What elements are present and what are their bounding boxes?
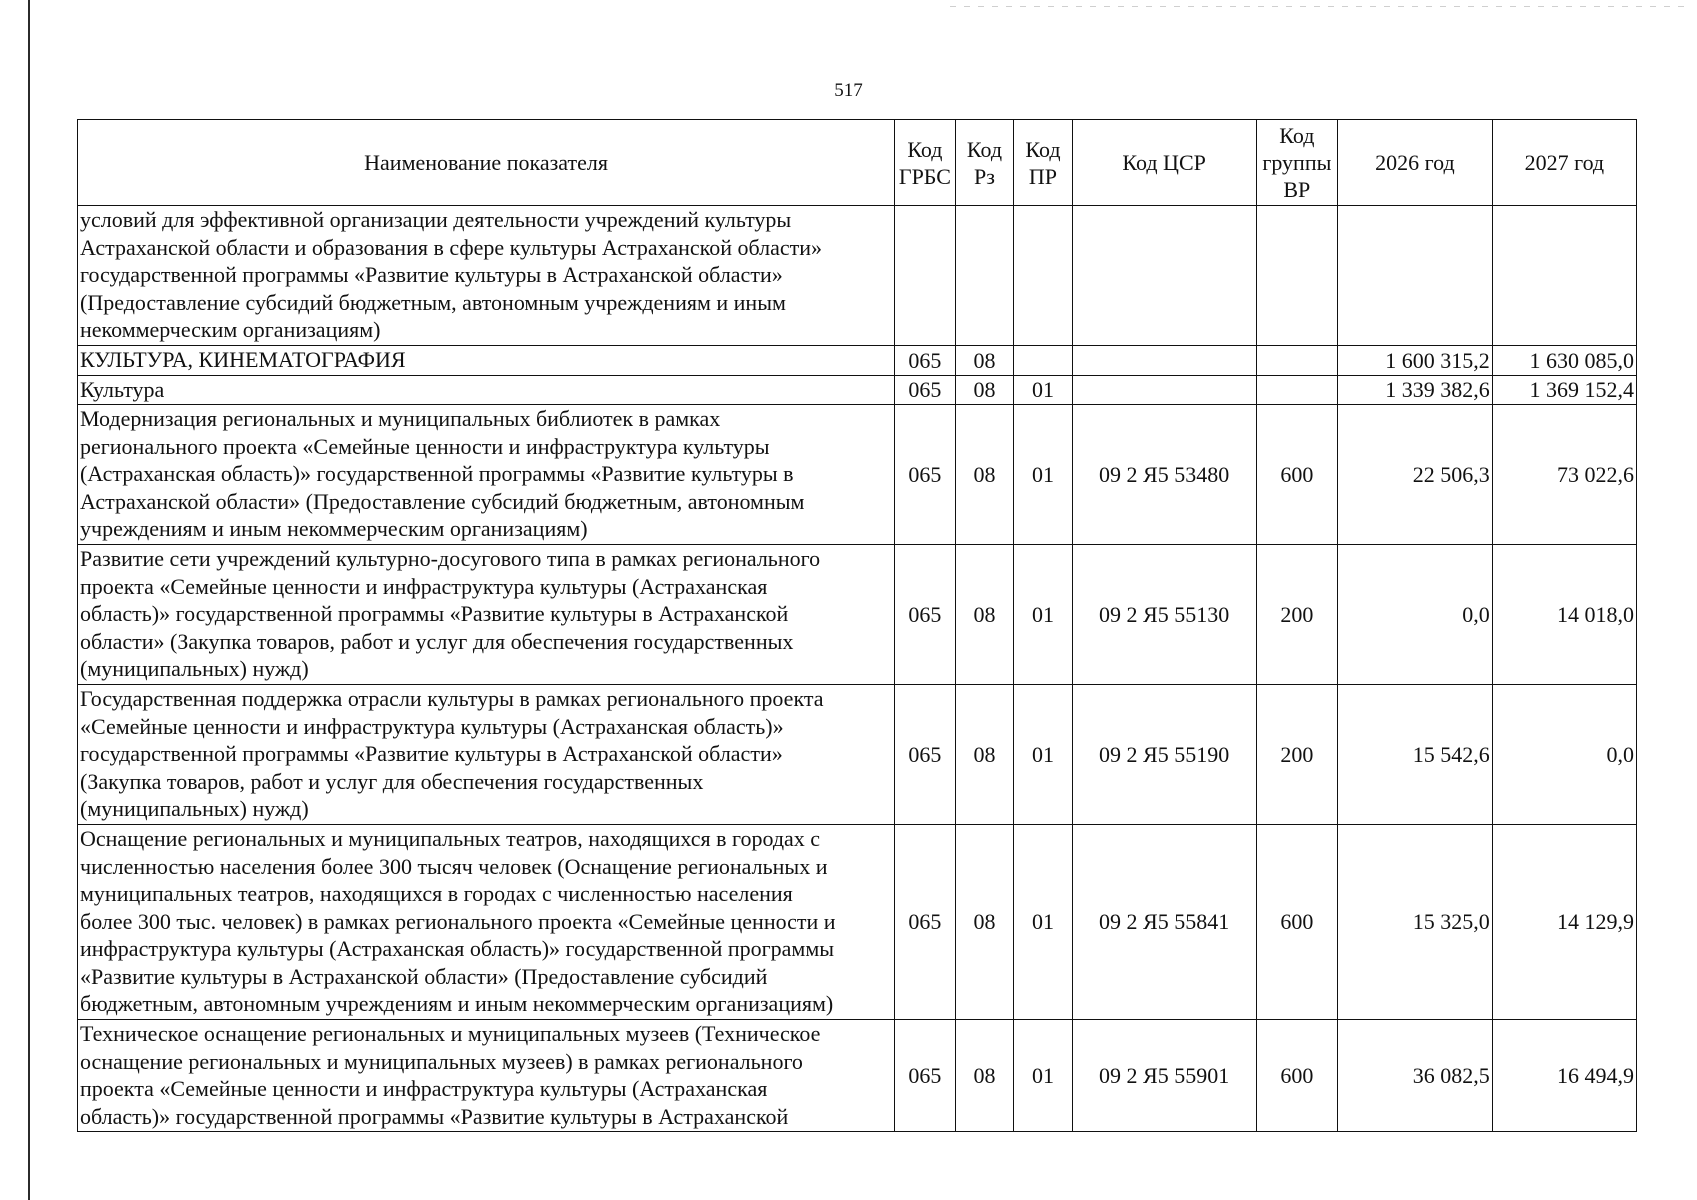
cell-pr	[1014, 346, 1073, 376]
cell-pr: 01	[1014, 1020, 1073, 1132]
cell-pr	[1014, 206, 1073, 346]
table-row	[78, 346, 1637, 376]
cell-csr: 09 2 Я5 55190	[1072, 685, 1256, 825]
cell-pr: 01	[1014, 825, 1073, 1020]
table-row	[78, 206, 1637, 346]
page-number: 517	[834, 80, 863, 101]
header-vr: Код группы ВР	[1256, 120, 1338, 206]
cell-2026: 36 082,5	[1338, 1020, 1493, 1132]
cell-2026: 1 339 382,6	[1338, 376, 1493, 405]
cell-csr	[1072, 376, 1256, 405]
header-csr: Код ЦСР	[1072, 120, 1256, 206]
cell-pr: 01	[1014, 376, 1073, 405]
cell-2027: 16 494,9	[1492, 1020, 1636, 1132]
cell-csr	[1072, 206, 1256, 346]
cell-2026: 15 325,0	[1338, 825, 1493, 1020]
cell-grbs: 065	[895, 405, 956, 545]
table-row	[78, 1020, 1637, 1132]
cell-vr: 200	[1256, 685, 1338, 825]
cell-grbs: 065	[895, 346, 956, 376]
cell-rz: 08	[955, 685, 1014, 825]
cell-rz: 08	[955, 405, 1014, 545]
cell-name: Техническое оснащение региональных и муниципальных музеев (Техническое оснащение региональных и муниципальных музеев) в рамках регионального проекта «Семейные ценности и инфраструктура культуры (Астраханская область)» государственной программы «Развитие культуры в Астраханской	[78, 1020, 895, 1132]
table-row	[78, 685, 1637, 825]
cell-vr: 600	[1256, 1020, 1338, 1132]
cell-grbs: 065	[895, 1020, 956, 1132]
cell-2026: 22 506,3	[1338, 405, 1493, 545]
cell-grbs: 065	[895, 545, 956, 685]
cell-rz: 08	[955, 545, 1014, 685]
cell-vr: 200	[1256, 545, 1338, 685]
cell-2026: 1 600 315,2	[1338, 346, 1493, 376]
cell-2027	[1492, 206, 1636, 346]
cell-name: Развитие сети учреждений культурно-досугового типа в рамках регионального проекта «Семейные ценности и инфраструктура культуры (Астраханская область)» государственной программы «Развитие культуры в Астраханской области» (Закупка товаров, работ и услуг для обеспечения государственных (муниципальных) нужд)	[78, 545, 895, 685]
cell-2027: 1 630 085,0	[1492, 346, 1636, 376]
cell-vr: 600	[1256, 405, 1338, 545]
cell-2026	[1338, 206, 1493, 346]
page-binding-line	[28, 0, 30, 1200]
cell-grbs	[895, 206, 956, 346]
cell-2027: 14 018,0	[1492, 545, 1636, 685]
cell-rz: 08	[955, 376, 1014, 405]
table-row	[78, 376, 1637, 405]
table-row	[78, 825, 1637, 1020]
cell-pr: 01	[1014, 405, 1073, 545]
cell-pr: 01	[1014, 685, 1073, 825]
cell-vr	[1256, 346, 1338, 376]
cell-name: условий для эффективной организации деятельности учреждений культуры Астраханской области и образования в сфере культуры Астраханской области» государственной программы «Развитие культуры в Астраханской области» (Предоставление субсидий бюджетным, автономным учреждениям и иным некоммерческим организациям)	[78, 206, 895, 346]
cell-name: Культура	[78, 376, 895, 405]
cell-grbs: 065	[895, 376, 956, 405]
table-row	[78, 545, 1637, 685]
cell-rz	[955, 206, 1014, 346]
cell-grbs: 065	[895, 685, 956, 825]
cell-pr: 01	[1014, 545, 1073, 685]
header-pr: Код ПР	[1014, 120, 1073, 206]
header-name: Наименование показателя	[78, 120, 895, 206]
cell-name: Государственная поддержка отрасли культуры в рамках регионального проекта «Семейные ценности и инфраструктура культуры (Астраханская область)» государственной программы «Развитие культуры в Астраханской области» (Закупка товаров, работ и услуг для обеспечения государственных (муниципальных) нужд)	[78, 685, 895, 825]
cell-rz: 08	[955, 825, 1014, 1020]
cell-rz: 08	[955, 346, 1014, 376]
header-grbs: Код ГРБС	[895, 120, 956, 206]
header-2027: 2027 год	[1492, 120, 1636, 206]
cell-csr: 09 2 Я5 55130	[1072, 545, 1256, 685]
cell-grbs: 065	[895, 825, 956, 1020]
cell-vr	[1256, 376, 1338, 405]
header-rz: Код Рз	[955, 120, 1014, 206]
cell-2027: 73 022,6	[1492, 405, 1636, 545]
cell-csr: 09 2 Я5 53480	[1072, 405, 1256, 545]
cell-vr	[1256, 206, 1338, 346]
cell-2027: 14 129,9	[1492, 825, 1636, 1020]
budget-table	[77, 119, 1637, 1132]
scan-artifact-line	[950, 6, 1690, 7]
cell-2026: 15 542,6	[1338, 685, 1493, 825]
cell-2026: 0,0	[1338, 545, 1493, 685]
cell-vr: 600	[1256, 825, 1338, 1020]
cell-2027: 0,0	[1492, 685, 1636, 825]
table-header-row	[78, 120, 1637, 206]
header-2026: 2026 год	[1338, 120, 1493, 206]
cell-csr	[1072, 346, 1256, 376]
table-row	[78, 405, 1637, 545]
cell-2027: 1 369 152,4	[1492, 376, 1636, 405]
cell-name: Модернизация региональных и муниципальных библиотек в рамках регионального проекта «Семейные ценности и инфраструктура культуры (Астраханская область)» государственной программы «Развитие культуры в Астраханской области» (Предоставление субсидий бюджетным, автономным учреждениям и иным некоммерческим организациям)	[78, 405, 895, 545]
cell-csr: 09 2 Я5 55901	[1072, 1020, 1256, 1132]
cell-name: Оснащение региональных и муниципальных театров, находящихся в городах с численностью населения более 300 тысяч человек (Оснащение региональных и муниципальных театров, находящихся в городах с численностью населения более 300 тыс. человек) в рамках регионального проекта «Семейные ценности и инфраструктура культуры (Астраханская область)» государственной программы «Развитие культуры в Астраханской области» (Предоставление субсидий бюджетным, автономным учреждениям и иным некоммерческим организациям)	[78, 825, 895, 1020]
cell-rz: 08	[955, 1020, 1014, 1132]
cell-csr: 09 2 Я5 55841	[1072, 825, 1256, 1020]
cell-name: КУЛЬТУРА, КИНЕМАТОГРАФИЯ	[78, 346, 895, 376]
